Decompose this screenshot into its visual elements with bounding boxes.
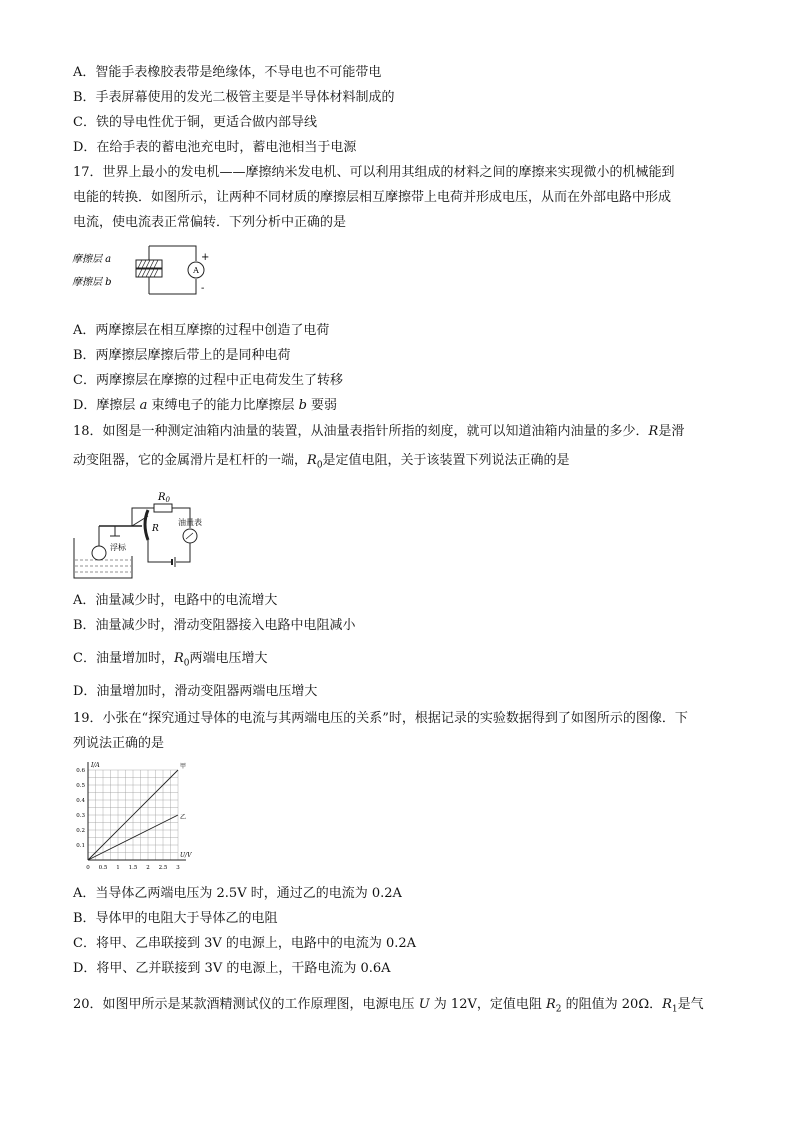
x-axis-label: U/V	[180, 852, 192, 859]
q17-label-a: 摩擦层 a	[72, 254, 112, 265]
q18-oil-gauge-figure	[72, 488, 222, 582]
y-tick-label: 0.5	[76, 783, 85, 789]
y-tick-label: 0.1	[76, 843, 85, 849]
x-tick-label: 1	[116, 865, 120, 871]
float-icon	[92, 546, 106, 560]
q16-option-b: B．手表屏幕使用的发光二极管主要是半导体材料制成的	[73, 90, 395, 105]
q19-option-b: B．导体甲的电阻大于导体乙的电阻	[73, 911, 278, 926]
ammeter-label: A	[193, 266, 199, 275]
minus-sign: -	[201, 283, 205, 294]
q20-stem-line1: 20．如图甲所示是某款酒精测试仪的工作原理图，电源电压 U 为 12V，定值电阻 $R_2$ 的阻值为 20Ω．$R_1$是气	[73, 997, 704, 1015]
x-tick-label: 1.5	[128, 865, 138, 871]
x-tick-label: 0.5	[98, 865, 108, 871]
rheostat-icon	[145, 510, 148, 540]
q16-option-d: D．在给手表的蓄电池充电时，蓄电池相当于电源	[73, 140, 357, 155]
q19-iu-chart	[70, 760, 190, 878]
q19-option-d: D．将甲、乙并联接到 3V 的电源上，干路电流为 0.6A	[73, 961, 391, 976]
q17-label-b: 摩擦层 b	[72, 277, 112, 288]
q19-option-a: A．当导体乙两端电压为 2.5V 时，通过乙的电流为 0.2A	[73, 886, 402, 901]
q18-option-d: D．油量增加时，滑动变阻器两端电压增大	[73, 684, 318, 699]
x-tick-label: 2.5	[158, 865, 168, 871]
friction-layers	[136, 246, 162, 294]
q18-stem-line1: 18．如图是一种测定油箱内油量的装置，从油量表指针所指的刻度，就可以知道油箱内油量的多少．R是滑	[73, 424, 685, 439]
q17-generator-figure	[70, 238, 220, 308]
q16-option-a: A．智能手表橡胶表带是绝缘体，不导电也不可能带电	[73, 65, 382, 80]
rheostat-label: R	[152, 524, 159, 534]
series-label-yi: 乙	[180, 814, 187, 821]
q17-stem-line1: 17．世界上最小的发电机——摩擦纳米发电机、可以利用其组成的材料之间的摩擦来实现微小的机械能到	[73, 165, 675, 180]
x-tick-label: 3	[176, 865, 180, 871]
x-tick-label: 2	[146, 865, 150, 871]
y-axis-label: I/A	[91, 762, 100, 769]
q19-option-c: C．将甲、乙串联接到 3V 的电源上，电路中的电流为 0.2A	[73, 936, 417, 951]
y-tick-label: 0.2	[76, 828, 85, 834]
q19-stem-line2: 列说法正确的是	[73, 736, 165, 751]
q18-option-a: A．油量减少时，电路中的电流增大	[73, 593, 278, 608]
x-tick-label: 0	[86, 865, 90, 871]
q17-option-b: B．两摩擦层摩擦后带上的是同种电荷	[73, 348, 291, 363]
plus-sign: +	[201, 252, 210, 263]
q17-stem-line3: 电流，使电流表正常偏转．下列分析中正确的是	[73, 215, 347, 230]
q17-stem-line2: 电能的转换．如图所示，让两种不同材质的摩擦层相互摩擦带上电荷并形成电压，从而在外部电路中形成	[73, 190, 672, 205]
q18-stem-line2: 动变阻器，它的金属滑片是杠杆的一端，$R_0$是定值电阻，关于该装置下列说法正确的是	[73, 453, 570, 471]
y-tick-label: 0.6	[76, 768, 85, 774]
oil-meter-label: 油量表	[178, 518, 202, 527]
series-label-jia: 甲	[180, 763, 187, 770]
y-tick-label: 0.4	[76, 798, 85, 804]
q17-option-a: A．两摩擦层在相互摩擦的过程中创造了电荷	[73, 323, 330, 338]
q18-option-c: C．油量增加时，$R_0$两端电压增大	[73, 651, 268, 669]
r0-label: $R_0$	[158, 492, 170, 504]
q18-option-b: B．油量减少时，滑动变阻器接入电路中电阻减小	[73, 618, 356, 633]
fixed-resistor-icon	[154, 504, 172, 512]
q17-option-c: C．两摩擦层在摩擦的过程中正电荷发生了转移	[73, 373, 343, 388]
y-tick-label: 0.3	[76, 813, 85, 819]
q19-stem-line1: 19．小张在“探究通过导体的电流与其两端电压的关系”时，根据记录的实验数据得到了如图所示的图像．下	[73, 711, 688, 726]
float-label: 浮标	[110, 543, 126, 552]
q17-option-d: D．摩擦层 a 束缚电子的能力比摩擦层 b 要弱	[73, 398, 338, 413]
q16-option-c: C．铁的导电性优于铜，更适合做内部导线	[73, 115, 317, 130]
